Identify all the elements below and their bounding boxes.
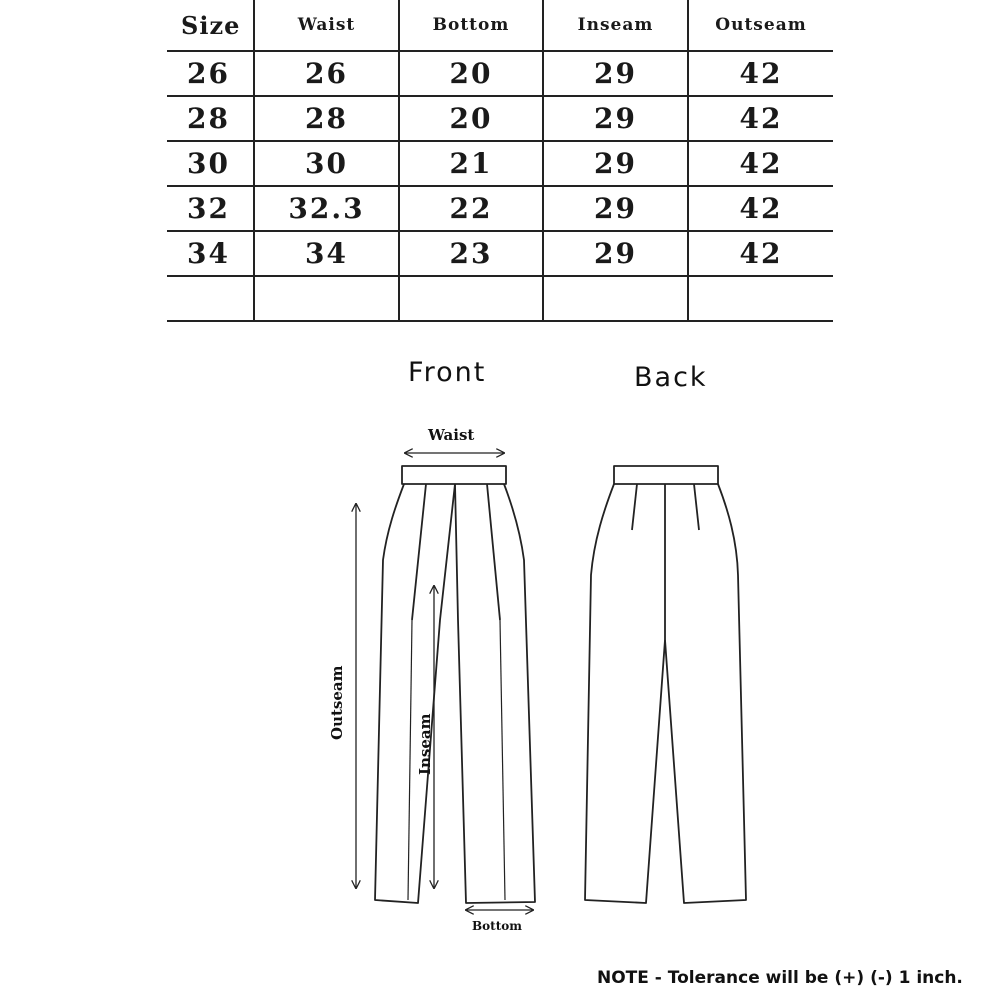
back-right-dart: [694, 484, 699, 530]
table-cell: 29: [543, 231, 688, 276]
header-outseam: Outseam: [688, 0, 833, 51]
front-right-pleat: [487, 484, 500, 620]
table-cell: 34: [167, 231, 254, 276]
table-cell: 32: [167, 186, 254, 231]
table-cell: 29: [543, 141, 688, 186]
table-cell-empty: [254, 276, 399, 321]
table-cell: 23: [399, 231, 543, 276]
table-cell-empty: [399, 276, 543, 321]
outseam-measure-label: Outseam: [328, 665, 346, 740]
table-cell: 26: [167, 51, 254, 96]
table-cell: 29: [543, 186, 688, 231]
table-row: [167, 141, 833, 186]
table-row: [167, 186, 833, 231]
table-cell: 30: [254, 141, 399, 186]
back-left-dart: [632, 484, 637, 530]
table-cell: 42: [688, 96, 833, 141]
table-cell: 34: [254, 231, 399, 276]
tolerance-note: [597, 968, 963, 988]
back-view-label: Back: [634, 362, 708, 393]
table-row: [167, 231, 833, 276]
back-right-leg: [665, 484, 746, 903]
note-text: - Tolerance will be (+) (-) 1 inch.: [648, 968, 963, 988]
table-cell-empty: [167, 276, 254, 321]
table-row: [167, 96, 833, 141]
table-cell: 28: [254, 96, 399, 141]
header-bottom: Bottom: [399, 0, 543, 51]
table-cell: 29: [543, 96, 688, 141]
table-cell: 21: [399, 141, 543, 186]
table-cell: 42: [688, 231, 833, 276]
waist-measure-label: Waist: [428, 426, 475, 444]
table-row: [167, 51, 833, 96]
header-size: Size: [167, 0, 254, 51]
table-cell: 20: [399, 96, 543, 141]
table-cell-empty: [543, 276, 688, 321]
table-cell: 42: [688, 51, 833, 96]
table-cell: 42: [688, 141, 833, 186]
table-cell: 30: [167, 141, 254, 186]
table-cell: 20: [399, 51, 543, 96]
front-pants-illustration: [375, 466, 535, 903]
front-view-label: Front: [408, 357, 487, 388]
table-header-row: [167, 0, 833, 51]
inseam-measure-label: Inseam: [416, 713, 434, 775]
front-waistband: [402, 466, 506, 484]
bottom-measure-label: Bottom: [472, 919, 522, 933]
header-waist: Waist: [254, 0, 399, 51]
table-cell: 29: [543, 51, 688, 96]
front-left-leg: [375, 484, 455, 903]
header-inseam: Inseam: [543, 0, 688, 51]
back-left-leg: [585, 484, 665, 903]
table-cell: 32.3: [254, 186, 399, 231]
table-cell: 22: [399, 186, 543, 231]
table-cell-empty: [688, 276, 833, 321]
size-chart-table: [167, 0, 833, 322]
front-right-leg: [455, 484, 535, 903]
table-cell: 42: [688, 186, 833, 231]
back-pants-illustration: [585, 466, 746, 903]
front-left-pleat: [412, 484, 426, 620]
back-waistband: [614, 466, 718, 484]
table-cell: 26: [254, 51, 399, 96]
table-cell: 28: [167, 96, 254, 141]
note-prefix: NOTE: [597, 968, 649, 988]
table-row-empty: [167, 276, 833, 321]
